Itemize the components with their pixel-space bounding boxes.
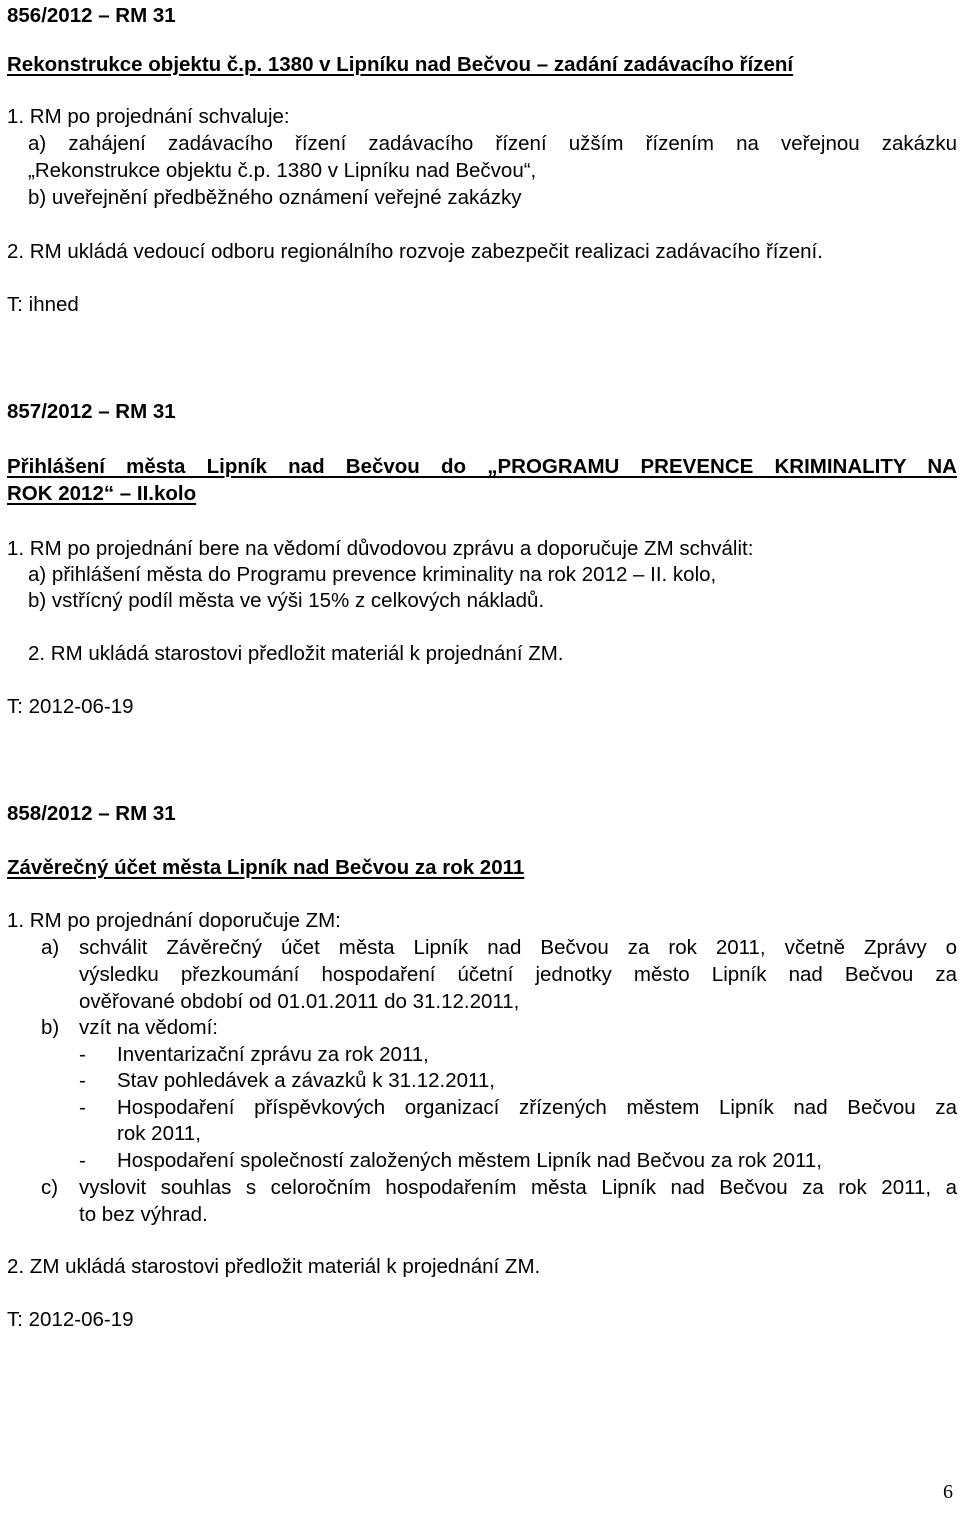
list-item: Hospodaření příspěvkových organizací zřízených městem Lipník nad Bečvou za bbox=[117, 1096, 957, 1119]
resolution-858-item-a-cont-1: výsledku přezkoumání hospodaření účetní jednotky město Lipník nad Bečvou za bbox=[79, 963, 957, 986]
resolution-856-heading: 856/2012 – RM 31 bbox=[7, 4, 176, 27]
list-item-cont: rok 2011, bbox=[117, 1122, 201, 1145]
resolution-857-item-1: 1. RM po projednání bere na vědomí důvodovou zprávu a doporučuje ZM schválit: bbox=[7, 537, 754, 560]
list-bullet: - bbox=[79, 1149, 86, 1172]
resolution-858-item-2: 2. ZM ukládá starostovi předložit materiál k projednání ZM. bbox=[7, 1255, 541, 1278]
list-bullet: - bbox=[79, 1069, 86, 1092]
list-item: Stav pohledávek a závazků k 31.12.2011, bbox=[117, 1069, 495, 1092]
resolution-856-item-1b: b) uveřejnění předběžného oznámení veřejné zakázky bbox=[28, 186, 522, 209]
resolution-857-title: Přihlášení města Lipník nad Bečvou do „PROGRAMU PREVENCE KRIMINALITY NA bbox=[7, 455, 957, 478]
list-bullet: - bbox=[79, 1096, 86, 1119]
resolution-858-item-b: vzít na vědomí: bbox=[79, 1016, 219, 1039]
resolution-857-item-1a: a) přihlášení města do Programu prevence kriminality na rok 2012 – II. kolo, bbox=[28, 563, 717, 586]
resolution-858-item-c-cont: to bez výhrad. bbox=[79, 1203, 208, 1226]
resolution-856-item-2: 2. RM ukládá vedoucí odboru regionálního rozvoje zabezpečit realizaci zadávacího řízení. bbox=[7, 240, 823, 263]
resolution-856-item-1a-cont: „Rekonstrukce objektu č.p. 1380 v Lipníku nad Bečvou“, bbox=[28, 159, 537, 182]
list-item: Hospodaření společností založených městem Lipník nad Bečvou za rok 2011, bbox=[117, 1149, 822, 1172]
resolution-858-item-a: schválit Závěrečný účet města Lipník nad Bečvou za rok 2011, včetně Zprávy o bbox=[79, 936, 957, 959]
resolution-858-item-a-cont-2: ověřované období od 01.01.2011 do 31.12.2011, bbox=[79, 990, 520, 1013]
resolution-857-item-2: 2. RM ukládá starostovi předložit materiál k projednání ZM. bbox=[28, 642, 564, 665]
resolution-857-title-cont: ROK 2012“ – II.kolo bbox=[7, 482, 197, 505]
resolution-858-item-1: 1. RM po projednání doporučuje ZM: bbox=[7, 909, 341, 932]
resolution-858-term: T: 2012-06-19 bbox=[7, 1308, 134, 1331]
list-bullet: - bbox=[79, 1043, 86, 1066]
resolution-858-title: Závěrečný účet města Lipník nad Bečvou za rok 2011 bbox=[7, 856, 525, 879]
resolution-858-item-c-label: c) bbox=[41, 1176, 59, 1199]
list-item: Inventarizační zprávu za rok 2011, bbox=[117, 1043, 429, 1066]
resolution-858-item-b-label: b) bbox=[41, 1016, 60, 1039]
resolution-858-item-c: vyslovit souhlas s celoročním hospodařením města Lipník nad Bečvou za rok 2011, a bbox=[79, 1176, 957, 1199]
resolution-856-item-1: 1. RM po projednání schvaluje: bbox=[7, 105, 290, 128]
resolution-856-item-1a: a) zahájení zadávacího řízení zadávacího řízení užším řízením na veřejnou zakázku bbox=[28, 132, 957, 155]
resolution-858-item-a-label: a) bbox=[41, 936, 60, 959]
resolution-856-term: T: ihned bbox=[7, 293, 79, 316]
resolution-857-heading: 857/2012 – RM 31 bbox=[7, 400, 176, 423]
page-number: 6 bbox=[943, 1481, 953, 1503]
resolution-858-heading: 858/2012 – RM 31 bbox=[7, 802, 176, 825]
resolution-857-term: T: 2012-06-19 bbox=[7, 695, 134, 718]
resolution-857-item-1b: b) vstřícný podíl města ve výši 15% z celkových nákladů. bbox=[28, 589, 545, 612]
resolution-856-title: Rekonstrukce objektu č.p. 1380 v Lipníku nad Bečvou – zadání zadávacího řízení bbox=[7, 53, 794, 76]
